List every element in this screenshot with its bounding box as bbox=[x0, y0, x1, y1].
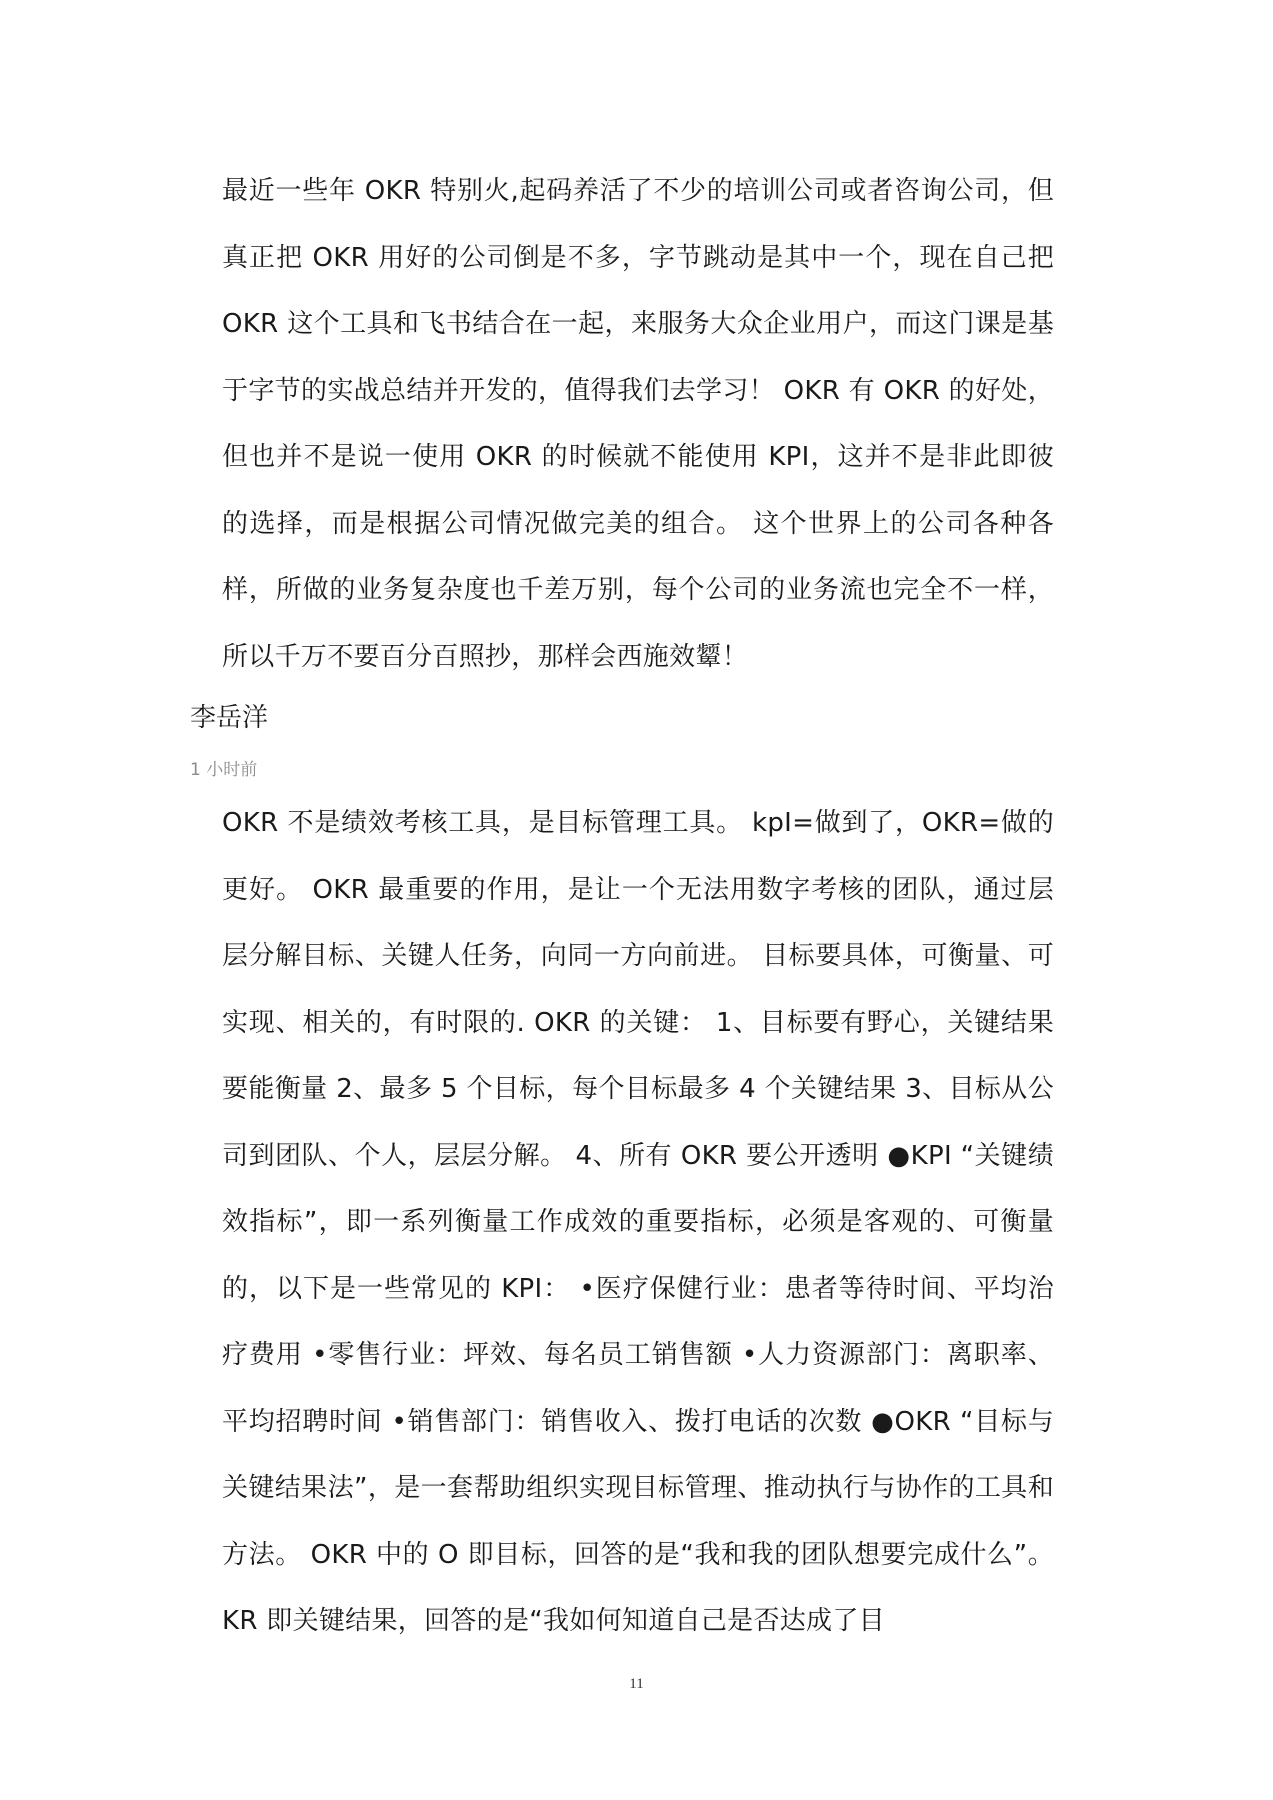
comment-body: OKR 不是绩效考核工具，是目标管理工具。 kpI=做到了，OKR=做的更好。 OKR 最重要的作用，是让一个无法用数字考核的团队，通过层层分解目标、关键人任务，向同一方向前进。 目标要具体，可衡量、可实现、相关的，有时限的. OKR 的关键： 1、目标要有野心，关键结果要能衡量 2、最多 5 个目标，每个目标最多 4 个关键结果 3、目标从公司到团队、个人，层层分解。 4、所有 OKR 要公开透明 ●KPI “关键绩效指标”，即一系列衡量工作成效的重要指标，必须是客观的、可衡量的，以下是一些常见的 KPI： •医疗保健行业：患者等待时间、平均治疗费用 •零售行业：坪效、每名员工销售额 •人力资源部门：离职率、平均招聘时间 •销售部门：销售收入、拨打电话的次数 ●OKR “目标与关键结果法”，是一套帮助组织实现目标管理、推动执行与协作的工具和方法。 OKR 中的 O 即目标，回答的是“我和我的团队想要完成什么”。KR 即关键结果，回答的是“我如何知道自己是否达成了目 bbox=[222, 808, 1054, 1636]
page-number: 11 bbox=[629, 1676, 644, 1692]
comment-body: 最近一些年 OKR 特别火,起码养活了不少的培训公司或者咨询公司，但真正把 OKR 用好的公司倒是不多，字节跳动是其中一个，现在自己把 OKR 这个工具和飞书结合在一起，来服务大众企业用户，而这门课是基于字节的实战总结并开发的，值得我们去学习！ OKR 有 OKR 的好处，但也并不是说一使用 OKR 的时候就不能使用 KPI，这并不是非此即彼的选择，而是根据公司情况做完美的组合。 这个世界上的公司各种各样，所做的业务复杂度也千差万别，每个公司的业务流也完全不一样，所以千万不要百分百照抄，那样会西施效颦！ bbox=[222, 176, 1054, 672]
comment-author: 李岳洋 bbox=[190, 703, 269, 733]
comment-timestamp: 1 小时前 bbox=[190, 760, 258, 780]
